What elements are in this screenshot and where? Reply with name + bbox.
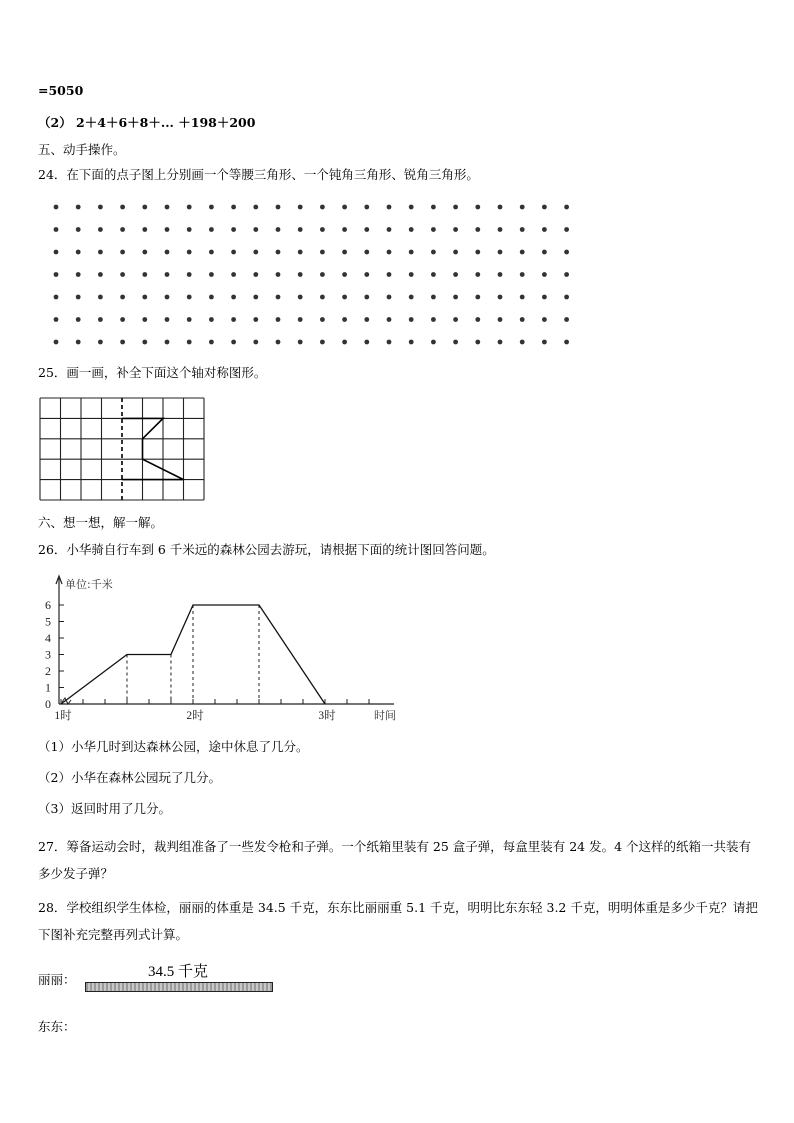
y-axis-label: 单位:千米 (65, 578, 113, 591)
grid-dot (276, 272, 281, 277)
grid-dot (187, 272, 192, 277)
grid-dot (98, 227, 103, 232)
question-26-part-3: （3）返回时用了几分。 (38, 801, 171, 816)
grid-dot (298, 295, 303, 300)
grid-dot (342, 250, 347, 255)
grid-dot (564, 295, 569, 300)
grid-dot (76, 340, 81, 345)
grid-dot (165, 227, 170, 232)
symmetry-grid[interactable] (38, 397, 210, 503)
grid-dot (453, 340, 458, 345)
grid-dot (54, 295, 59, 300)
grid-dot (276, 295, 281, 300)
grid-dot (76, 205, 81, 210)
grid-dot (342, 340, 347, 345)
grid-dot (209, 272, 214, 277)
grid-dot (54, 317, 59, 322)
grid-dot (498, 317, 503, 322)
grid-dot (475, 317, 480, 322)
grid-dot (253, 250, 258, 255)
grid-dot (387, 205, 392, 210)
grid-dot (276, 317, 281, 322)
distance-time-chart (32, 572, 412, 724)
grid-dot (187, 227, 192, 232)
grid-dot (387, 295, 392, 300)
grid-dot (409, 317, 414, 322)
x-tick-label: 2时 (186, 710, 204, 722)
x-tick-label: 1时 (54, 710, 72, 722)
grid-dot (76, 272, 81, 277)
grid-dot (542, 227, 547, 232)
grid-dot (76, 227, 81, 232)
grid-dot (409, 340, 414, 345)
grid-dot (364, 227, 369, 232)
question-26-part-1: （1）小华几时到达森林公园，途中休息了几分。 (38, 739, 309, 754)
grid-dot (209, 250, 214, 255)
grid-dot (520, 250, 525, 255)
grid-dot (453, 317, 458, 322)
grid-dot (564, 250, 569, 255)
grid-dot (342, 227, 347, 232)
grid-dot (498, 295, 503, 300)
grid-dot (298, 227, 303, 232)
grid-dot (209, 317, 214, 322)
dot-grid[interactable] (40, 196, 590, 356)
grid-dot (475, 295, 480, 300)
x-axis-label: 时间 (374, 709, 396, 722)
grid-dot (231, 272, 236, 277)
grid-dot (165, 317, 170, 322)
grid-dot (564, 340, 569, 345)
grid-dot (253, 295, 258, 300)
grid-dot (542, 340, 547, 345)
grid-dot (431, 205, 436, 210)
grid-dot (253, 340, 258, 345)
grid-dot (98, 250, 103, 255)
question-24: 24．在下面的点子图上分别画一个等腰三角形、一个钝角三角形、锐角三角形。 (38, 167, 479, 182)
grid-dot (120, 295, 125, 300)
grid-dot (209, 340, 214, 345)
grid-dot (98, 295, 103, 300)
grid-dot (187, 340, 192, 345)
grid-dot (409, 205, 414, 210)
grid-dot (520, 295, 525, 300)
grid-dot (253, 272, 258, 277)
grid-dot (542, 250, 547, 255)
grid-dot (231, 205, 236, 210)
grid-dot (453, 272, 458, 277)
grid-dot (276, 205, 281, 210)
grid-dot (142, 340, 147, 345)
grid-dot (409, 250, 414, 255)
grid-dot (520, 227, 525, 232)
grid-dot (320, 205, 325, 210)
question-26: 26．小华骑自行车到 6 千米远的森林公园去游玩，请根据下面的统计图回答问题。 (38, 542, 495, 557)
grid-dot (498, 250, 503, 255)
label-dongdong: 东东： (38, 1019, 76, 1034)
grid-dot (564, 227, 569, 232)
grid-dot (54, 250, 59, 255)
grid-dot (98, 272, 103, 277)
grid-dot (409, 295, 414, 300)
grid-dot (276, 340, 281, 345)
grid-dot (453, 250, 458, 255)
grid-dot (387, 227, 392, 232)
grid-dot (342, 317, 347, 322)
y-tick-label: 4 (45, 631, 51, 645)
grid-dot (453, 205, 458, 210)
grid-dot (475, 340, 480, 345)
grid-dot (342, 272, 347, 277)
grid-dot (54, 205, 59, 210)
grid-dot (431, 295, 436, 300)
grid-dot (409, 272, 414, 277)
grid-dot (231, 340, 236, 345)
grid-dot (542, 317, 547, 322)
grid-dot (364, 272, 369, 277)
lili-weight-bar (85, 982, 273, 992)
grid-dot (120, 227, 125, 232)
y-tick-label: 5 (45, 614, 51, 629)
y-tick-label: 0 (45, 697, 51, 711)
grid-dot (54, 272, 59, 277)
grid-dot (231, 227, 236, 232)
grid-dot (431, 272, 436, 277)
grid-dot (165, 250, 170, 255)
grid-dot (187, 295, 192, 300)
grid-dot (342, 295, 347, 300)
grid-dot (387, 340, 392, 345)
grid-dot (320, 272, 325, 277)
grid-dot (165, 295, 170, 300)
grid-dot (320, 227, 325, 232)
grid-dot (76, 295, 81, 300)
y-tick-label: 3 (45, 647, 51, 662)
grid-dot (387, 272, 392, 277)
grid-dot (520, 272, 525, 277)
grid-dot (76, 250, 81, 255)
grid-dot (453, 295, 458, 300)
grid-dot (364, 340, 369, 345)
question-26-part-2: （2）小华在森林公园玩了几分。 (38, 770, 221, 785)
grid-dot (209, 295, 214, 300)
grid-dot (298, 272, 303, 277)
grid-dot (475, 250, 480, 255)
grid-dot (431, 250, 436, 255)
question-25: 25．画一画，补全下面这个轴对称图形。 (38, 365, 267, 380)
grid-dot (187, 317, 192, 322)
grid-dot (387, 317, 392, 322)
grid-dot (475, 227, 480, 232)
bar-value-label: 34.5 千克 (148, 964, 209, 980)
grid-dot (142, 227, 147, 232)
grid-dot (253, 205, 258, 210)
grid-dot (364, 205, 369, 210)
grid-dot (142, 205, 147, 210)
grid-dot (475, 205, 480, 210)
grid-dot (364, 295, 369, 300)
grid-dot (298, 250, 303, 255)
grid-dot (253, 227, 258, 232)
grid-dot (142, 272, 147, 277)
grid-dot (98, 317, 103, 322)
grid-dot (298, 317, 303, 322)
grid-dot (520, 317, 525, 322)
grid-dot (475, 272, 480, 277)
y-tick-label: 6 (45, 598, 51, 612)
grid-dot (498, 272, 503, 277)
grid-dot (209, 205, 214, 210)
grid-dot (209, 227, 214, 232)
question-28: 28．学校组织学生体检，丽丽的体重是 34.5 千克，东东比丽丽重 5.1 千克，明明比东东轻 3.2 千克，明明体重是多少千克？请把下图补充完整再列式计算。 (38, 900, 758, 942)
grid-dot (120, 317, 125, 322)
question-27: 27．筹备运动会时，裁判组准备了一些发令枪和子弹。一个纸箱里装有 25 盒子弹，每盒里装有 24 发。4 个这样的纸箱一共装有多少发子弹？ (38, 839, 752, 881)
grid-dot (142, 317, 147, 322)
grid-dot (231, 317, 236, 322)
grid-dot (364, 317, 369, 322)
grid-dot (431, 227, 436, 232)
grid-dot (409, 227, 414, 232)
grid-dot (431, 340, 436, 345)
grid-dot (276, 227, 281, 232)
y-tick-label: 2 (45, 664, 51, 678)
grid-dot (453, 227, 458, 232)
axis-break-mark (62, 698, 71, 704)
grid-dot (520, 205, 525, 210)
grid-dot (253, 317, 258, 322)
grid-dot (142, 250, 147, 255)
grid-dot (498, 340, 503, 345)
grid-dot (54, 340, 59, 345)
grid-dot (120, 272, 125, 277)
grid-dot (364, 250, 369, 255)
grid-dot (542, 272, 547, 277)
grid-dot (498, 227, 503, 232)
grid-dot (320, 317, 325, 322)
grid-dot (98, 205, 103, 210)
grid-dot (142, 295, 147, 300)
grid-dot (276, 250, 281, 255)
y-tick-label: 1 (45, 680, 51, 695)
grid-dot (320, 295, 325, 300)
x-tick-label: 3时 (318, 710, 336, 722)
grid-dot (165, 205, 170, 210)
half-shape-bottom (122, 459, 184, 479)
grid-dot (120, 250, 125, 255)
grid-dot (187, 205, 192, 210)
grid-dot (165, 272, 170, 277)
grid-dot (431, 317, 436, 322)
grid-dot (298, 340, 303, 345)
grid-dot (120, 340, 125, 345)
grid-dot (320, 340, 325, 345)
grid-dot (498, 205, 503, 210)
grid-dot (387, 250, 392, 255)
grid-dot (120, 205, 125, 210)
grid-dot (187, 250, 192, 255)
grid-dot (231, 295, 236, 300)
grid-dot (342, 205, 347, 210)
grid-dot (98, 340, 103, 345)
grid-dot (320, 250, 325, 255)
grid-dot (564, 317, 569, 322)
sub-question-2: （2） 2＋4＋6＋8＋... ＋198＋200 (38, 115, 256, 130)
grid-dot (298, 205, 303, 210)
answer-line: =5050 (38, 83, 84, 98)
grid-dot (165, 340, 170, 345)
grid-dot (564, 272, 569, 277)
section-heading-6: 六、想一想，解一解。 (38, 515, 164, 530)
grid-dot (564, 205, 569, 210)
grid-dot (542, 295, 547, 300)
label-lili: 丽丽： (38, 972, 76, 987)
grid-dot (231, 250, 236, 255)
grid-dot (542, 205, 547, 210)
section-heading-5: 五、动手操作。 (38, 142, 126, 157)
grid-dot (520, 340, 525, 345)
grid-dot (76, 317, 81, 322)
grid-dot (54, 227, 59, 232)
